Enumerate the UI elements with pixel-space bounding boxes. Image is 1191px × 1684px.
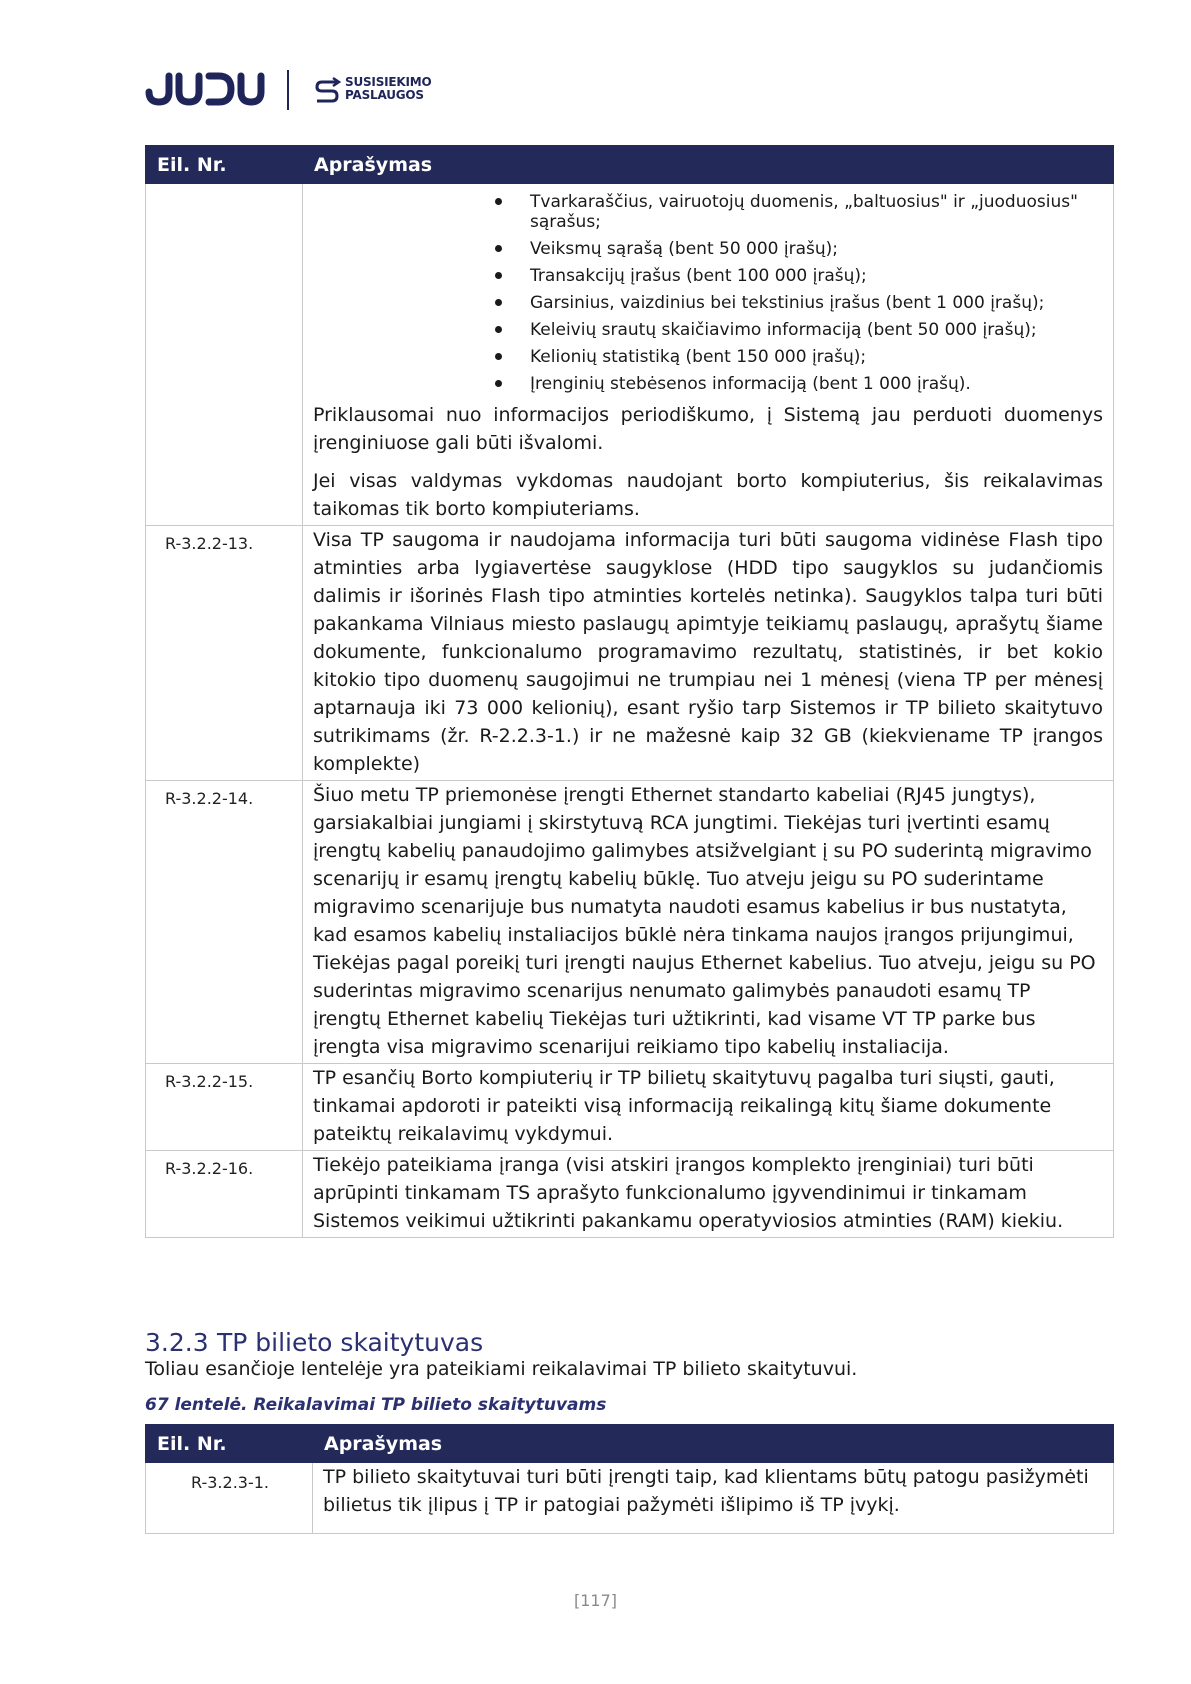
bullet-icon <box>495 380 502 387</box>
row-number-cell: R-3.2.2-14. <box>146 781 303 1064</box>
table-row <box>146 184 1114 526</box>
section-intro: Toliau esančioje lentelėje yra pateikiami reikalavimai TP bilieto skaitytuvui. <box>145 1358 858 1380</box>
row-description-cell: TP bilieto skaitytuvai turi būti įrengti taip, kad klientams būtų patogu pasižymėti bilietus tik įlipus į TP ir patogiai pažymėti išlipimo iš TP įvykį. <box>313 1463 1114 1534</box>
paragraph: Jei visas valdymas vykdomas naudojant borto kompiuterius, šis reikalavimas taikomas tik borto kompiuteriams. <box>313 470 1103 520</box>
row-description-cell: Tiekėjo pateikiama įranga (visi atskiri įrangos komplekto įrenginiai) turi būti aprūpinti tinkamam TS aprašyto funkcionalumo įgyvendinimui ir tinkamam Sistemos veikimui užtikrinti pakankamu operatyviosios atminties (RAM) kiekiu. <box>303 1151 1114 1238</box>
row-number-cell: R-3.2.2-15. <box>146 1064 303 1151</box>
table-caption: 67 lentelė. Reikalavimai TP bilieto skaitytuvams <box>145 1395 607 1415</box>
susisiekimo-paslaugos-logo-icon <box>313 76 341 104</box>
row-description-cell: Šiuo metu TP priemonėse įrengti Ethernet standarto kabeliai (RJ45 jungtys), garsiakalbiai jungiami į skirstytuvą RCA jungtimi. Tiekėjas turi įvertinti esamų įrengtų kabelių panaudojimo galimybes atsižvelgiant į su PO suderintą migravimo scenarijų ir esamų įrengtų kabelių būklę. Tuo atveju jeigu su PO suderintame migravimo scenarijuje bus numatyta naudoti esamus kabelius ir bus nustatyta, kad esamos kabelių instaliacijos būklė nėra tinkama naujos įrangos prijungimui, Tiekėjas pagal poreikį turi įrengti naujus Ethernet kabelius. Tuo atveju, jeigu su PO suderintas migravimo scenarijus nenumato galimybės panaudoti esamų TP įrengtų Ethernet kabelių Tiekėjas turi užtikrinti, kad visame VT TP parke bus įrengta visa migravimo scenarijui reikiamo tipo kabelių instaliacija. <box>303 781 1114 1064</box>
bullet-icon <box>495 326 502 333</box>
list-item: Garsinius, vaizdinius bei tekstinius įrašus (bent 1 000 įrašų); <box>313 293 1103 313</box>
table-row <box>146 1151 1114 1238</box>
bullet-icon <box>495 272 502 279</box>
section-number: 3.2.3 <box>145 1328 209 1357</box>
bullet-icon <box>495 198 502 205</box>
susisiekimo-paslaugos-logo-text: SUSISIEKIMO PASLAUGOS <box>345 75 432 102</box>
paragraph: Priklausomai nuo informacijos periodiškumo, į Sistemą jau perduoti duomenys įrenginiuose gali būti išvalomi. <box>313 404 1103 454</box>
list-item: Veiksmų sąrašą (bent 50 000 įrašų); <box>313 239 1103 259</box>
column-header-description: Aprašymas <box>303 146 1114 184</box>
list-item: Keleivių srautų skaičiavimo informaciją (bent 50 000 įrašų); <box>313 320 1103 340</box>
table-row <box>146 1064 1114 1151</box>
judu-logo <box>145 70 265 106</box>
row-number-cell <box>146 184 303 526</box>
table-row <box>146 526 1114 781</box>
table-header-row <box>146 146 1114 184</box>
bullet-icon <box>495 299 502 306</box>
column-header-number: Eil. Nr. <box>146 146 303 184</box>
list-item: Tvarkaraščius, vairuotojų duomenis, „baltuosius" ir „juoduosius" sąrašus; <box>313 192 1103 232</box>
list-item: Įrenginių stebėsenos informaciją (bent 1 000 įrašų). <box>313 374 1103 394</box>
list-item: Transakcijų įrašus (bent 100 000 įrašų); <box>313 266 1103 286</box>
bullet-icon <box>495 245 502 252</box>
column-header-description: Aprašymas <box>313 1425 1114 1463</box>
row-number-cell: R-3.2.2-13. <box>146 526 303 781</box>
table-row <box>146 781 1114 1064</box>
logo-separator <box>287 70 289 110</box>
bullet-list <box>313 184 1103 394</box>
row-description-cell: Visa TP saugoma ir naudojama informacija turi būti saugoma vidinėse Flash tipo atminties arba lygiavertėse saugyklose (HDD tipo saugyklos su judančiomis dalimis ir išorinės Flash tipo atminties kortelės netinka). Saugyklos talpa turi būti pakankama Vilniaus miesto paslaugų apimtyje teikiamų paslaugų, aprašytų šiame dokumente, funkcionalumo programavimo rezultatų, statistinės, ir bet kokio kitokio tipo duomenų saugojimui ne trumpiau nei 1 mėnesį (viena TP per mėnesį aptarnauja iki 73 000 kelionių), esant ryšio tarp Sistemos ir TP bilieto skaitytuvo sutrikimams (žr. R-2.2.3-1.) ir ne mažesnė kaip 32 GB (kiekviename TP įrangos komplekte) <box>303 526 1114 781</box>
row-description-cell: TP esančių Borto kompiuterių ir TP bilietų skaitytuvų pagalba turi siųsti, gauti, tinkamai apdoroti ir pateikti visą informaciją reikalingą kitų šiame dokumente pateiktų reikalavimų vykdymui. <box>303 1064 1114 1151</box>
requirements-table <box>145 145 1114 1238</box>
section-title: TP bilieto skaitytuvas <box>217 1328 484 1357</box>
section-heading <box>145 1328 483 1357</box>
row-number-cell: R-3.2.3-1. <box>146 1463 313 1534</box>
column-header-number: Eil. Nr. <box>146 1425 313 1463</box>
list-item: Kelionių statistiką (bent 150 000 įrašų); <box>313 347 1103 367</box>
row-description-cell <box>303 184 1114 526</box>
bullet-icon <box>495 353 502 360</box>
page-number: [117] <box>573 1591 618 1610</box>
row-number-cell: R-3.2.2-16. <box>146 1151 303 1238</box>
table-row <box>146 1463 1114 1534</box>
table-header-row <box>146 1425 1114 1463</box>
ticket-reader-requirements-table <box>145 1424 1114 1534</box>
